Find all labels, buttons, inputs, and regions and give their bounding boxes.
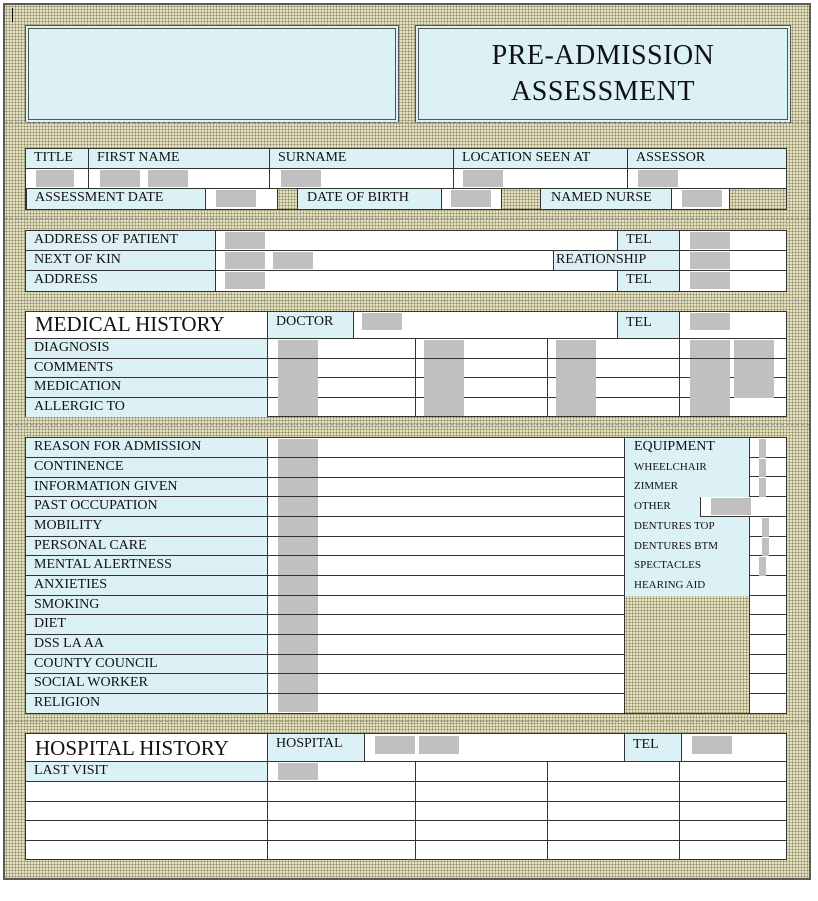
admission-label: MOBILITY <box>26 517 268 536</box>
admission-label: MENTAL ALERTNESS <box>26 556 268 575</box>
hospital-cell[interactable] <box>680 762 786 781</box>
next-of-kin-field[interactable] <box>216 251 554 270</box>
last-visit-label: LAST VISIT <box>26 762 268 781</box>
hospital-cell[interactable] <box>268 841 416 861</box>
admission-label: PAST OCCUPATION <box>26 497 268 516</box>
admission-row <box>26 497 268 517</box>
contact-section <box>25 230 787 292</box>
admission-label: PERSONAL CARE <box>26 537 268 555</box>
hospital-cell[interactable] <box>548 802 680 821</box>
hospital-cell[interactable] <box>548 762 680 781</box>
tel-field[interactable] <box>682 734 786 761</box>
diagnosis-field-4[interactable] <box>680 339 786 358</box>
admission-row <box>26 517 268 537</box>
admission-label: DSS LA AA <box>26 635 268 654</box>
hospital-cell[interactable] <box>680 821 786 840</box>
comments-label: COMMENTS <box>26 359 268 377</box>
surname-field[interactable] <box>270 169 454 188</box>
admission-label: SOCIAL WORKER <box>26 674 268 693</box>
admission-label: COUNTY COUNCIL <box>26 655 268 673</box>
text-cursor <box>12 8 13 22</box>
comments-field-2[interactable] <box>416 359 548 377</box>
next-of-kin-label: NEXT OF KIN <box>26 251 216 270</box>
admission-label: ANXIETIES <box>26 576 268 595</box>
medication-field-1[interactable] <box>268 378 416 397</box>
title-field[interactable] <box>26 169 89 188</box>
separator <box>5 424 809 425</box>
hospital-row <box>26 802 786 822</box>
hospital-cell[interactable] <box>680 841 786 861</box>
tel-label: TEL <box>618 312 680 338</box>
tel-label: TEL <box>618 271 680 291</box>
medication-field-4[interactable] <box>680 378 786 397</box>
admission-row <box>26 556 268 576</box>
admission-row <box>26 537 268 556</box>
hospital-cell[interactable] <box>26 821 268 840</box>
tel-label: TEL <box>625 734 682 761</box>
comments-field-3[interactable] <box>548 359 680 377</box>
title-line-1: PRE-ADMISSION <box>491 40 715 71</box>
equipment-value[interactable] <box>750 537 786 556</box>
medication-field-2[interactable] <box>416 378 548 397</box>
hospital-cell[interactable] <box>416 821 548 840</box>
title-line-2: ASSESSMENT <box>511 76 695 107</box>
hospital-cell[interactable] <box>548 782 680 801</box>
medical-section <box>25 311 787 417</box>
logo-box <box>25 25 399 123</box>
hospital-cell[interactable] <box>416 802 548 821</box>
diagnosis-field-2[interactable] <box>416 339 548 358</box>
admission-label: RELIGION <box>26 694 268 713</box>
admission-row <box>26 615 268 635</box>
separator <box>5 218 809 219</box>
equipment-value[interactable] <box>750 477 786 497</box>
relationship-field[interactable] <box>680 251 786 270</box>
admission-row <box>26 438 268 458</box>
equipment-label: ZIMMER <box>625 477 750 497</box>
title-box <box>415 25 791 123</box>
tel-field[interactable] <box>680 231 786 250</box>
equipment-heading: EQUIPMENT <box>625 438 750 458</box>
form-title <box>492 38 715 110</box>
admission-section <box>25 437 787 714</box>
named-nurse-field[interactable] <box>672 189 730 209</box>
hospital-cell[interactable] <box>416 841 548 861</box>
equipment-value[interactable] <box>750 458 786 477</box>
medication-field-3[interactable] <box>548 378 680 397</box>
doctor-label: DOCTOR <box>268 312 354 338</box>
allergic-to-label: ALLERGIC TO <box>26 398 268 417</box>
doctor-field[interactable] <box>354 312 618 338</box>
address-patient-field[interactable] <box>216 231 618 250</box>
hospital-cell[interactable] <box>548 841 680 861</box>
comments-field-4[interactable] <box>680 359 786 377</box>
hospital-cell[interactable] <box>548 821 680 840</box>
tel-field[interactable] <box>680 312 786 338</box>
diagnosis-label: DIAGNOSIS <box>26 339 268 358</box>
medical-heading: MEDICAL HISTORY <box>26 312 268 338</box>
hospital-cell[interactable] <box>680 802 786 821</box>
separator <box>5 122 809 123</box>
address-patient-label: ADDRESS OF PATIENT <box>26 231 216 250</box>
admission-label: CONTINENCE <box>26 458 268 477</box>
allergic-field-3[interactable] <box>548 398 680 417</box>
admission-row <box>26 655 268 674</box>
last-visit-field[interactable] <box>268 762 416 781</box>
title-label: TITLE <box>26 149 89 168</box>
hospital-row <box>26 821 786 841</box>
hospital-cell[interactable] <box>26 841 268 861</box>
allergic-field-4[interactable] <box>680 398 786 417</box>
admission-row <box>26 596 268 615</box>
equipment-value[interactable] <box>750 438 786 458</box>
hospital-row <box>26 782 786 802</box>
admission-row <box>26 674 268 694</box>
admission-label: DIET <box>26 615 268 634</box>
dob-label: DATE OF BIRTH <box>297 189 442 209</box>
assessor-field[interactable] <box>628 169 786 188</box>
surname-label: SURNAME <box>270 149 454 168</box>
hospital-cell[interactable] <box>416 782 548 801</box>
location-field[interactable] <box>454 169 628 188</box>
equipment-value[interactable] <box>750 556 786 576</box>
hospital-heading: HOSPITAL HISTORY <box>26 734 268 761</box>
hospital-cell[interactable] <box>26 802 268 821</box>
equipment-label: OTHER <box>625 497 701 517</box>
equipment-label: HEARING AID <box>625 576 750 596</box>
relationship-label: REATIONSHIP <box>554 251 680 270</box>
comments-field-1[interactable] <box>268 359 416 377</box>
hospital-cell[interactable] <box>268 821 416 840</box>
equipment-value[interactable] <box>750 576 786 596</box>
admission-row <box>26 635 268 655</box>
medication-label: MEDICATION <box>26 378 268 397</box>
equipment-label: WHEELCHAIR <box>625 458 750 477</box>
location-label: LOCATION SEEN AT <box>454 149 628 168</box>
hospital-field[interactable] <box>365 734 625 761</box>
tel-label: TEL <box>618 231 680 250</box>
allergic-field-2[interactable] <box>416 398 548 417</box>
tel-field[interactable] <box>680 271 786 291</box>
hospital-label: HOSPITAL <box>268 734 365 761</box>
first-name-field[interactable] <box>89 169 270 188</box>
address-field[interactable] <box>216 271 618 291</box>
admission-row <box>26 694 268 713</box>
separator <box>5 721 809 722</box>
admission-row <box>26 576 268 596</box>
equipment-label: SPECTACLES <box>625 556 750 576</box>
equipment-label: DENTURES TOP <box>625 517 750 537</box>
admission-label: REASON FOR ADMISSION <box>26 438 268 457</box>
assessor-label: ASSESSOR <box>628 149 786 168</box>
admission-label: SMOKING <box>26 596 268 614</box>
admission-row <box>26 458 268 478</box>
allergic-field-1[interactable] <box>268 398 416 417</box>
first-name-label: FIRST NAME <box>89 149 270 168</box>
admission-label: INFORMATION GIVEN <box>26 478 268 496</box>
separator <box>5 300 809 301</box>
hospital-cell[interactable] <box>268 782 416 801</box>
assessment-date-field[interactable] <box>206 189 278 209</box>
hospital-section <box>25 733 787 860</box>
diagnosis-field-1[interactable] <box>268 339 416 358</box>
assessment-date-label: ASSESSMENT DATE <box>26 189 206 209</box>
hospital-cell[interactable] <box>268 802 416 821</box>
equipment-label: DENTURES BTM <box>625 537 750 556</box>
dob-field[interactable] <box>442 189 502 209</box>
hospital-cell[interactable] <box>680 782 786 801</box>
address-label: ADDRESS <box>26 271 216 291</box>
admission-row <box>26 478 268 497</box>
hospital-cell[interactable] <box>26 782 268 801</box>
diagnosis-field-3[interactable] <box>548 339 680 358</box>
named-nurse-label: NAMED NURSE <box>540 189 672 209</box>
equipment-value[interactable] <box>750 517 786 537</box>
hospital-row <box>26 841 786 861</box>
equipment-value[interactable] <box>701 497 786 517</box>
personal-section <box>25 148 787 210</box>
hospital-cell[interactable] <box>416 762 548 781</box>
